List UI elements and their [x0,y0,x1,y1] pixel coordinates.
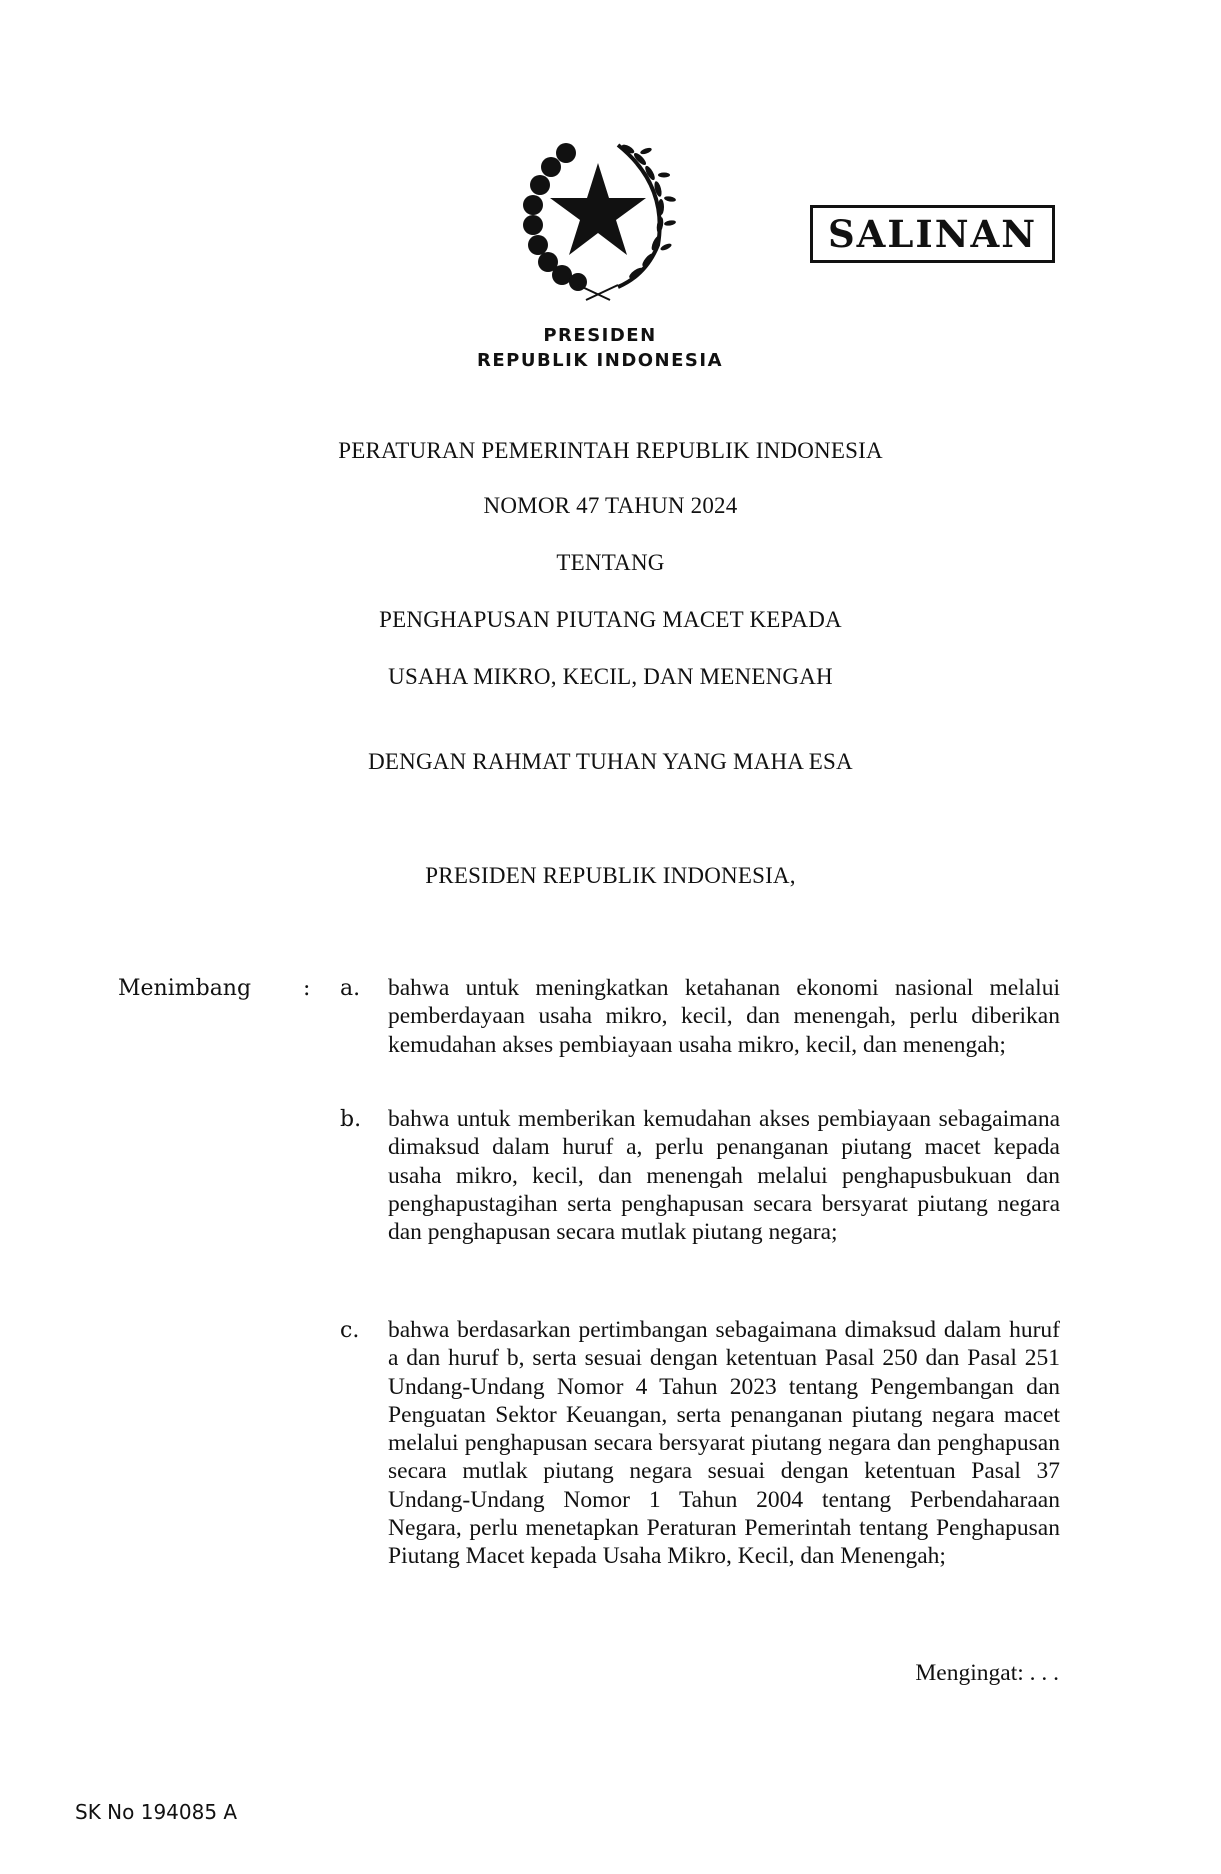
issuer-line1: PRESIDEN [543,325,657,346]
document-number: NOMOR 47 TAHUN 2024 [483,493,738,518]
continuation-marker: Mengingat: . . . [915,1660,1059,1686]
document-type: PERATURAN PEMERINTAH REPUBLIK INDONESIA [338,438,883,463]
item-a-letter: a. [340,976,361,1001]
item-c-letter: c. [340,1318,360,1343]
menimbang-separator: : [303,976,311,1001]
item-b-letter: b. [340,1107,362,1132]
subject-line1: PENGHAPUSAN PIUTANG MACET KEPADA [379,607,842,632]
menimbang-label: Menimbang [118,976,252,1001]
presidential-seal-icon [518,135,678,305]
issuer-line2: REPUBLIK INDONESIA [476,350,724,371]
item-a-text: bahwa untuk meningkatkan ketahanan ekonomi nasional melalui pemberdayaan usaha mikro, kecil, dan menengah, perlu diberikan kemudahan akses pembiayaan usaha mikro, kecil, dan menengah; [388,975,1060,1058]
tentang-label: TENTANG [556,550,665,575]
invocation: DENGAN RAHMAT TUHAN YANG MAHA ESA [368,749,853,774]
subject-line2: USAHA MIKRO, KECIL, DAN MENENGAH [388,664,833,689]
sk-number: SK No 194085 A [75,1800,238,1824]
authority: PRESIDEN REPUBLIK INDONESIA, [425,863,796,888]
copy-stamp: SALINAN [810,205,1055,263]
item-b-text: bahwa untuk memberikan kemudahan akses pembiayaan sebagaimana dimaksud dalam huruf a, perlu penanganan piutang macet kepada usaha mikro, kecil, dan menengah melalui penghapusbukuan dan penghapustagihan serta penghapusan secara bersyarat piutang negara dan penghapusan secara mutlak piutang negara; [388,1106,1060,1246]
item-c-text: bahwa berdasarkan pertimbangan sebagaimana dimaksud dalam huruf a dan huruf b, serta sesuai dengan ketentuan Pasal 250 dan Pasal 251 Undang-Undang Nomor 4 Tahun 2023 tentang Pengembangan dan Penguatan Sektor Keuangan, serta penanganan piutang negara macet melalui penghapusan secara bersyarat piutang negara dan penghapusan secara mutlak piutang negara sesuai dengan ketentuan Pasal 37 Undang-Undang Nomor 1 Tahun 2004 tentang Perbendaharaan Negara, perlu menetapkan Peraturan Pemerintah tentang Penghapusan Piutang Macet kepada Usaha Mikro, Kecil, dan Menengah; [388,1317,1060,1570]
